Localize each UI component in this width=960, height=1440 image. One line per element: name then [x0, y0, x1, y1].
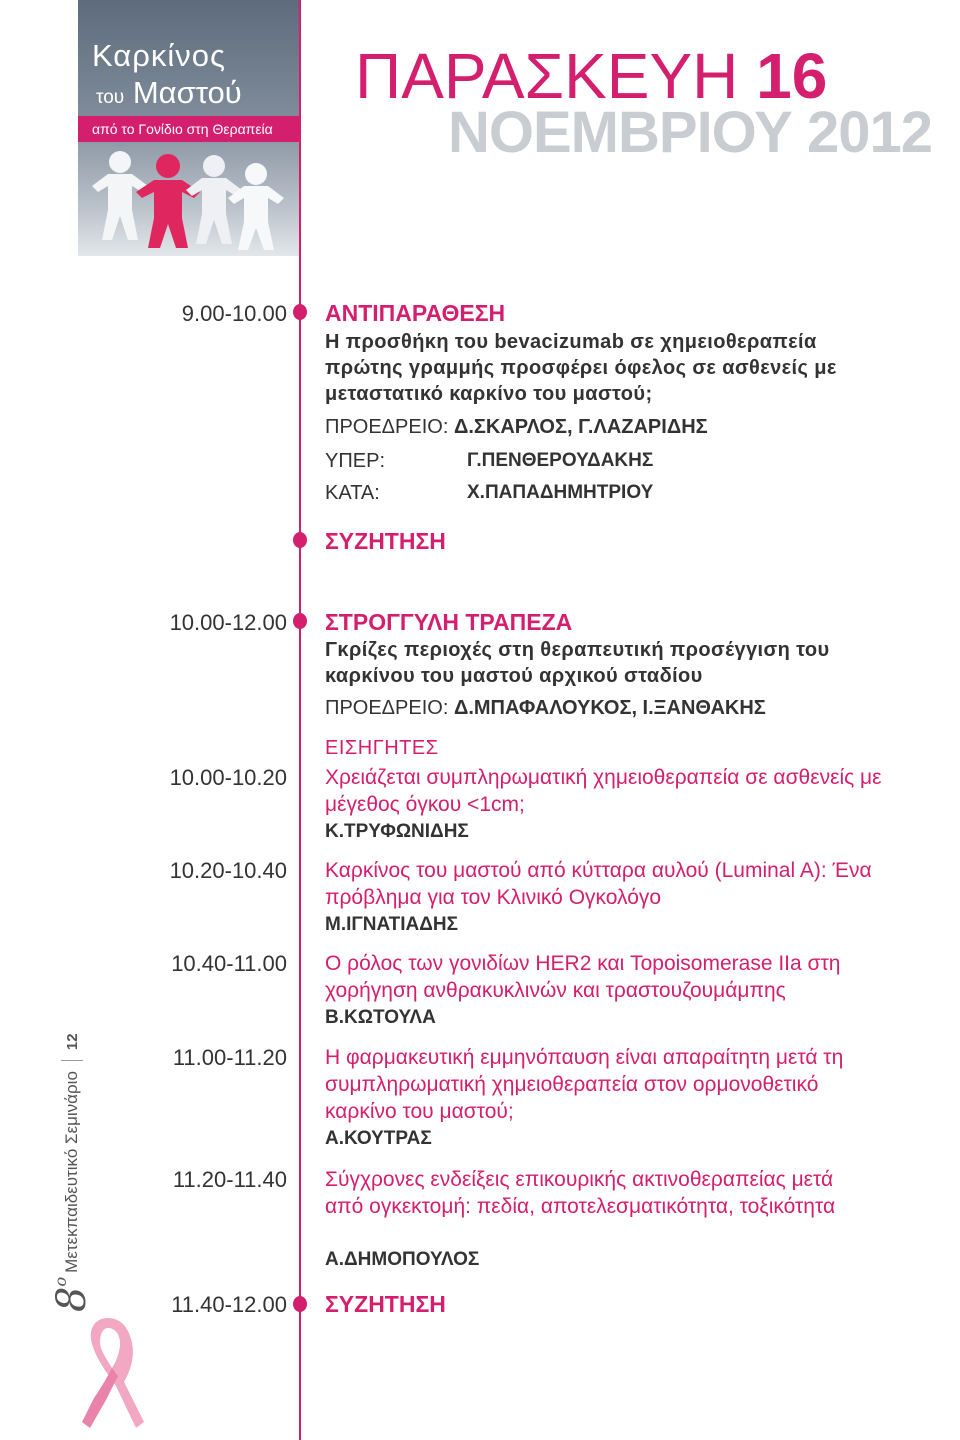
- banner-title: [92, 40, 242, 108]
- talk-speaker: Μ.ΙΓΝΑΤΙΑΔΗΣ: [325, 914, 459, 935]
- seminar-title: Μετεκπαιδευτικό Σεμινάριο: [62, 1071, 81, 1273]
- timeline-dot: [293, 532, 307, 548]
- talk-title: Καρκίνος του μαστού από κύτταρα αυλού (Luminal A): Ένα πρόβλημα για τον Κλινικό Ογκολόγο: [325, 859, 872, 909]
- date-day: ΠΑΡΑΣΚΕΥΗ 16: [355, 40, 828, 112]
- side-divider: [61, 1060, 83, 1061]
- banner-title-line2: του Μαστού: [96, 75, 242, 110]
- seminar-number-suffix: ο: [50, 1276, 70, 1287]
- session1-title: ΑΝΤΙΠΑΡΑΘΕΣΗ: [325, 300, 506, 326]
- talk-time: 11.20-11.40: [172, 1167, 287, 1192]
- talk-speaker: Α.ΔΗΜΟΠΟΥΛΟΣ: [325, 1249, 480, 1270]
- session2-subtitle: Γκρίζες περιοχές στη θεραπευτική προσέγγιση του καρκίνου του μαστού αρχικού σταδίου: [325, 639, 830, 687]
- talk-speaker: Α.ΚΟΥΤΡΑΣ: [325, 1128, 432, 1149]
- session2-title: ΣΤΡΟΓΓΥΛΗ ΤΡΑΠΕΖΑ: [325, 609, 573, 635]
- speakers-label: ΕΙΣΗΓΗΤΕΣ: [325, 737, 439, 759]
- pink-ribbon-icon: [78, 1310, 148, 1435]
- session1-pro-label: ΥΠΕΡ:: [325, 450, 386, 472]
- session1-subtitle: Η προσθήκη του bevacizumab σε χημειοθεραπεία πρώτης γραμμής προσφέρει όφελος σε ασθενείς με μεταστατικό καρκίνο του μαστού;: [325, 331, 837, 405]
- timeline-dot: [293, 304, 307, 320]
- talk-time: 10.40-11.00: [171, 951, 287, 976]
- session1-chair: ΠΡΟΕΔΡΕΙΟ: Δ.ΣΚΑΡΛΟΣ, Γ.ΛΑΖΑΡΙΔΗΣ: [325, 416, 708, 438]
- banner-subtitle: από το Γονίδιο στη Θεραπεία: [78, 116, 300, 142]
- talk-time: 11.00-11.20: [172, 1045, 287, 1070]
- session1-con-label: ΚΑΤΑ:: [325, 482, 380, 504]
- session2-time: 10.00-12.00: [169, 610, 287, 635]
- talk-speaker: Β.ΚΩΤΟΥΛΑ: [325, 1007, 436, 1028]
- paper-people-illustration: [78, 140, 300, 256]
- session1-pro-name: Γ.ΠΕΝΘΕΡΟΥΔΑΚΗΣ: [467, 450, 654, 471]
- talk-speaker: Κ.ΤΡΥΦΩΝΙΔΗΣ: [325, 821, 469, 842]
- banner-title-line1: Καρκίνος: [92, 38, 226, 73]
- final-time: 11.40-12.00: [171, 1292, 287, 1317]
- final-discussion: ΣΥΖΗΤΗΣΗ: [325, 1291, 446, 1317]
- banner: [78, 0, 300, 256]
- timeline-line: [299, 0, 301, 1440]
- timeline-dot: [293, 613, 307, 629]
- seminar-number: 8: [49, 1286, 95, 1312]
- talk-time: 10.00-10.20: [169, 765, 287, 790]
- talk-title: Η φαρμακευτική εμμηνόπαυση είναι απαραίτητη μετά τη συμπληρωματική χημειοθεραπεία στον ορμονοθετικό καρκίνο του μαστού;: [325, 1046, 844, 1123]
- talk-title: Χρειάζεται συμπληρωματική χημειοθεραπεία σε ασθενείς με μέγεθος όγκου <1cm;: [325, 766, 882, 816]
- talk-time: 10.20-10.40: [169, 858, 287, 883]
- talk-title: Ο ρόλος των γονιδίων HER2 και Topoisomerase IIa στη χορήγηση ανθρακυκλινών και τραστουζουμάμπης: [325, 952, 841, 1002]
- session1-time: 9.00-10.00: [181, 301, 287, 326]
- timeline-dot: [293, 1296, 307, 1312]
- talk-title: Σύγχρονες ενδείξεις επικουρικής ακτινοθεραπείας μετά από ογκεκτομή: πεδία, αποτελεσματικότητα, τοξικότητα: [325, 1168, 836, 1218]
- session2-chair: ΠΡΟΕΔΡΕΙΟ: Δ.ΜΠΑΦΑΛΟΥΚΟΣ, Ι.ΞΑΝΘΑΚΗΣ: [325, 697, 766, 719]
- page-number: 12: [63, 1033, 81, 1051]
- date-month-year: ΝΟΕΜΒΡΙΟΥ 2012: [448, 100, 933, 165]
- seminar-side-label: [49, 1012, 95, 1312]
- session1-discussion: ΣΥΖΗΤΗΣΗ: [325, 528, 446, 554]
- session1-con-name: Χ.ΠΑΠΑΔΗΜΗΤΡΙΟΥ: [467, 482, 654, 503]
